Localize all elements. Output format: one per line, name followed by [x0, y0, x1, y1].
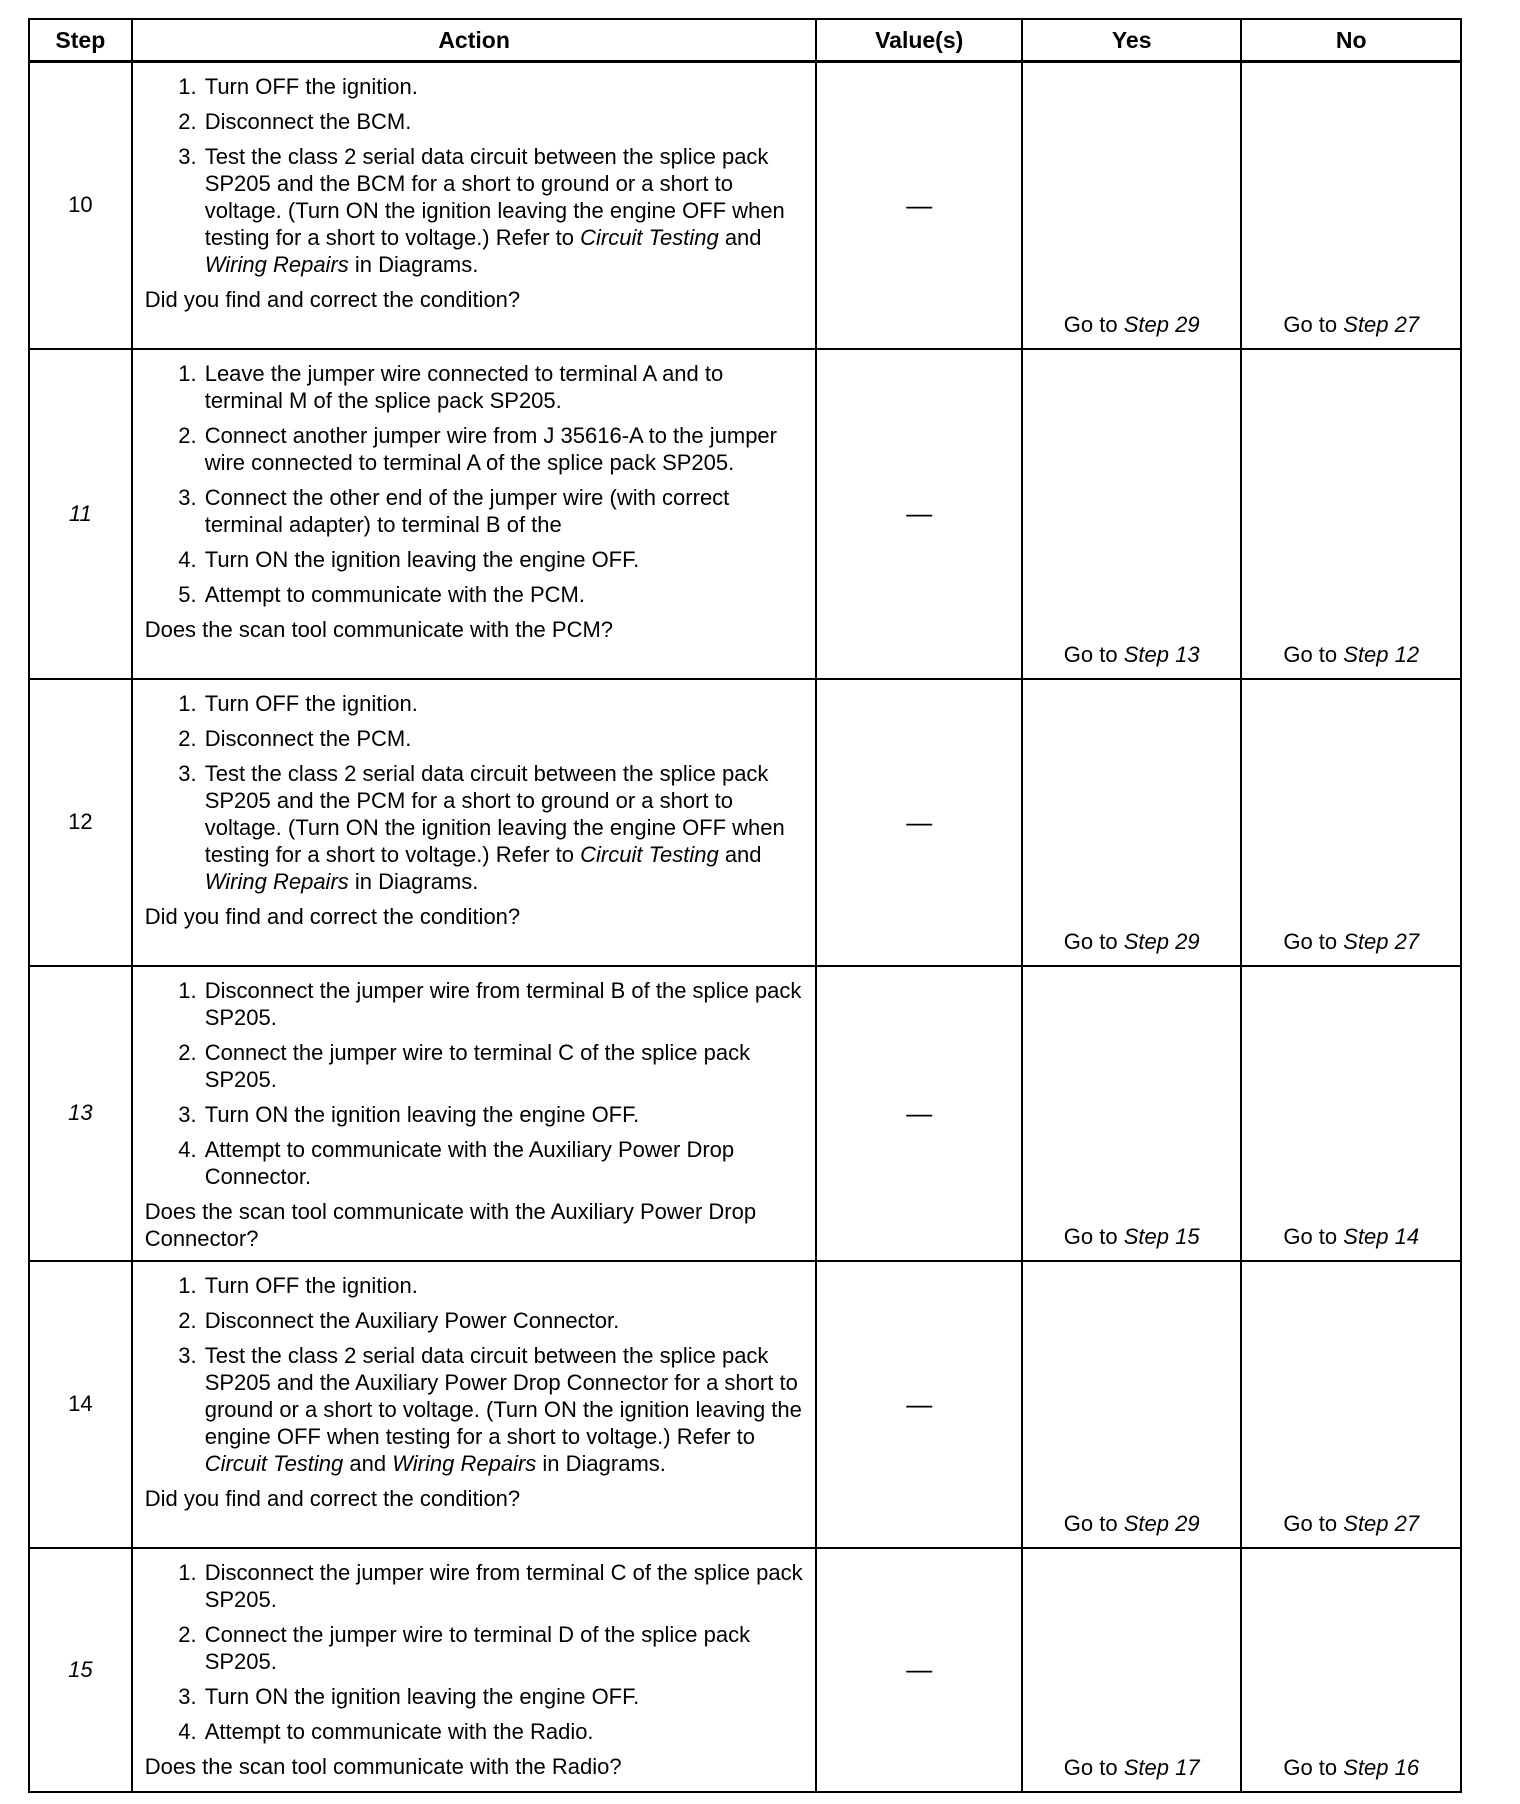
list-item: 1. Disconnect the jumper wire from terminal B of the splice pack SP205. [203, 977, 806, 1031]
go-to-label: Go to [1063, 311, 1118, 337]
step-number: 11 [29, 349, 132, 679]
table-row [29, 1548, 1461, 1792]
list-item: 5. Attempt to communicate with the PCM. [203, 581, 806, 608]
step-number: 10 [29, 62, 132, 349]
no-cell [1241, 349, 1461, 679]
list-item: 3. Connect the other end of the jumper wire (with correct terminal adapter) to terminal B of the [203, 484, 806, 538]
no-cell [1241, 1261, 1461, 1548]
question: Did you find and correct the condition? [144, 287, 521, 312]
list-item: 1. Turn OFF the ignition. [203, 73, 806, 100]
table-row [29, 62, 1461, 349]
list-item: 2. Connect another jumper wire from J 35616-A to the jumper wire connected to terminal A of the splice pack SP205. [203, 422, 806, 476]
step-number: 14 [29, 1261, 132, 1548]
action-steps [145, 690, 806, 895]
no-step-link[interactable]: Step 16 [1343, 1754, 1420, 1780]
list-item: 3. Test the class 2 serial data circuit between the splice pack SP205 and the Auxiliary Power Drop Connector for a short to ground or a short to voltage. (Turn ON the ignition leaving the engine OFF when testing for a short to voltage.) Refer to Circuit Testing and Wiring Repairs in Diagrams. [203, 1342, 806, 1477]
action-cell [132, 1548, 817, 1792]
value-cell: — [816, 1261, 1021, 1548]
step-number: 15 [29, 1548, 132, 1792]
question: Did you find and correct the condition? [144, 1485, 521, 1511]
action-steps [145, 1559, 806, 1745]
table-row [29, 1261, 1461, 1548]
action-cell [132, 1261, 817, 1548]
list-item: 3. Test the class 2 serial data circuit between the splice pack SP205 and the PCM for a short to ground or a short to voltage. (Turn ON the ignition leaving the engine OFF when testing for a short to voltage.) Refer to Circuit Testing and Wiring Repairs in Diagrams. [203, 760, 806, 895]
question: Does the scan tool communicate with the Auxiliary Power Drop Connector? [144, 1198, 757, 1251]
no-step-link[interactable]: Step 27 [1343, 928, 1420, 954]
action-cell [132, 966, 817, 1261]
yes-step-link[interactable]: Step 13 [1123, 641, 1200, 667]
go-to-label: Go to [1063, 1754, 1118, 1780]
list-item: 1. Leave the jumper wire connected to terminal A and to terminal M of the splice pack SP205. [203, 360, 806, 414]
list-item: 4. Attempt to communicate with the Radio. [203, 1718, 806, 1745]
action-steps [145, 1272, 806, 1477]
yes-cell [1022, 1548, 1242, 1792]
question: Does the scan tool communicate with the PCM? [144, 616, 614, 642]
action-steps [145, 73, 806, 278]
list-item: 2. Connect the jumper wire to terminal D of the splice pack SP205. [203, 1621, 806, 1675]
no-cell [1241, 679, 1461, 966]
header-values: Value(s) [816, 19, 1021, 62]
yes-cell [1022, 679, 1242, 966]
action-steps [145, 360, 806, 608]
yes-cell [1022, 349, 1242, 679]
go-to-label: Go to [1283, 928, 1338, 954]
list-item: 4. Turn ON the ignition leaving the engine OFF. [203, 546, 806, 573]
header-no: No [1241, 19, 1461, 62]
question: Did you find and correct the condition? [144, 903, 521, 929]
table-row [29, 349, 1461, 679]
go-to-label: Go to [1063, 1223, 1118, 1249]
action-cell [132, 62, 817, 349]
go-to-label: Go to [1283, 311, 1338, 337]
list-item: 3. Test the class 2 serial data circuit between the splice pack SP205 and the BCM for a short to ground or a short to voltage. (Turn ON the ignition leaving the engine OFF when testing for a short to voltage.) Refer to Circuit Testing and Wiring Repairs in Diagrams. [203, 143, 806, 278]
no-step-link[interactable]: Step 14 [1343, 1223, 1420, 1249]
yes-step-link[interactable]: Step 15 [1123, 1223, 1200, 1249]
header-action: Action [132, 19, 817, 62]
no-step-link[interactable]: Step 27 [1343, 1510, 1420, 1536]
header-step: Step [29, 19, 132, 62]
list-item: 2. Connect the jumper wire to terminal C of the splice pack SP205. [203, 1039, 806, 1093]
no-step-link[interactable]: Step 27 [1343, 311, 1420, 337]
action-steps [145, 977, 806, 1190]
no-cell [1241, 62, 1461, 349]
no-step-link[interactable]: Step 12 [1343, 641, 1420, 667]
yes-cell [1022, 966, 1242, 1261]
go-to-label: Go to [1063, 641, 1118, 667]
go-to-label: Go to [1283, 641, 1338, 667]
no-cell [1241, 1548, 1461, 1792]
table-row [29, 679, 1461, 966]
go-to-label: Go to [1063, 928, 1118, 954]
step-number: 13 [29, 966, 132, 1261]
step-number: 12 [29, 679, 132, 966]
no-cell [1241, 966, 1461, 1261]
list-item: 2. Disconnect the BCM. [203, 108, 806, 135]
yes-cell [1022, 62, 1242, 349]
yes-cell [1022, 1261, 1242, 1548]
value-cell: — [816, 62, 1021, 349]
list-item: 4. Attempt to communicate with the Auxiliary Power Drop Connector. [203, 1136, 806, 1190]
list-item: 3. Turn ON the ignition leaving the engine OFF. [203, 1101, 806, 1128]
table-row [29, 966, 1461, 1261]
go-to-label: Go to [1283, 1223, 1338, 1249]
list-item: 2. Disconnect the PCM. [203, 725, 806, 752]
header-yes: Yes [1022, 19, 1242, 62]
yes-step-link[interactable]: Step 29 [1123, 928, 1200, 954]
value-cell: — [816, 349, 1021, 679]
yes-step-link[interactable]: Step 29 [1123, 311, 1200, 337]
go-to-label: Go to [1063, 1510, 1118, 1536]
value-cell: — [816, 1548, 1021, 1792]
list-item: 2. Disconnect the Auxiliary Power Connector. [203, 1307, 806, 1334]
go-to-label: Go to [1283, 1510, 1338, 1536]
list-item: 1. Turn OFF the ignition. [203, 690, 806, 717]
list-item: 1. Turn OFF the ignition. [203, 1272, 806, 1299]
yes-step-link[interactable]: Step 17 [1123, 1754, 1200, 1780]
question: Does the scan tool communicate with the Radio? [144, 1753, 622, 1779]
action-cell [132, 349, 817, 679]
list-item: 1. Disconnect the jumper wire from terminal C of the splice pack SP205. [203, 1559, 806, 1613]
list-item: 3. Turn ON the ignition leaving the engine OFF. [203, 1683, 806, 1710]
go-to-label: Go to [1283, 1754, 1338, 1780]
diagnostic-table [28, 18, 1462, 1793]
header-row [29, 19, 1461, 62]
value-cell: — [816, 966, 1021, 1261]
action-cell [132, 679, 817, 966]
value-cell: — [816, 679, 1021, 966]
yes-step-link[interactable]: Step 29 [1123, 1510, 1200, 1536]
